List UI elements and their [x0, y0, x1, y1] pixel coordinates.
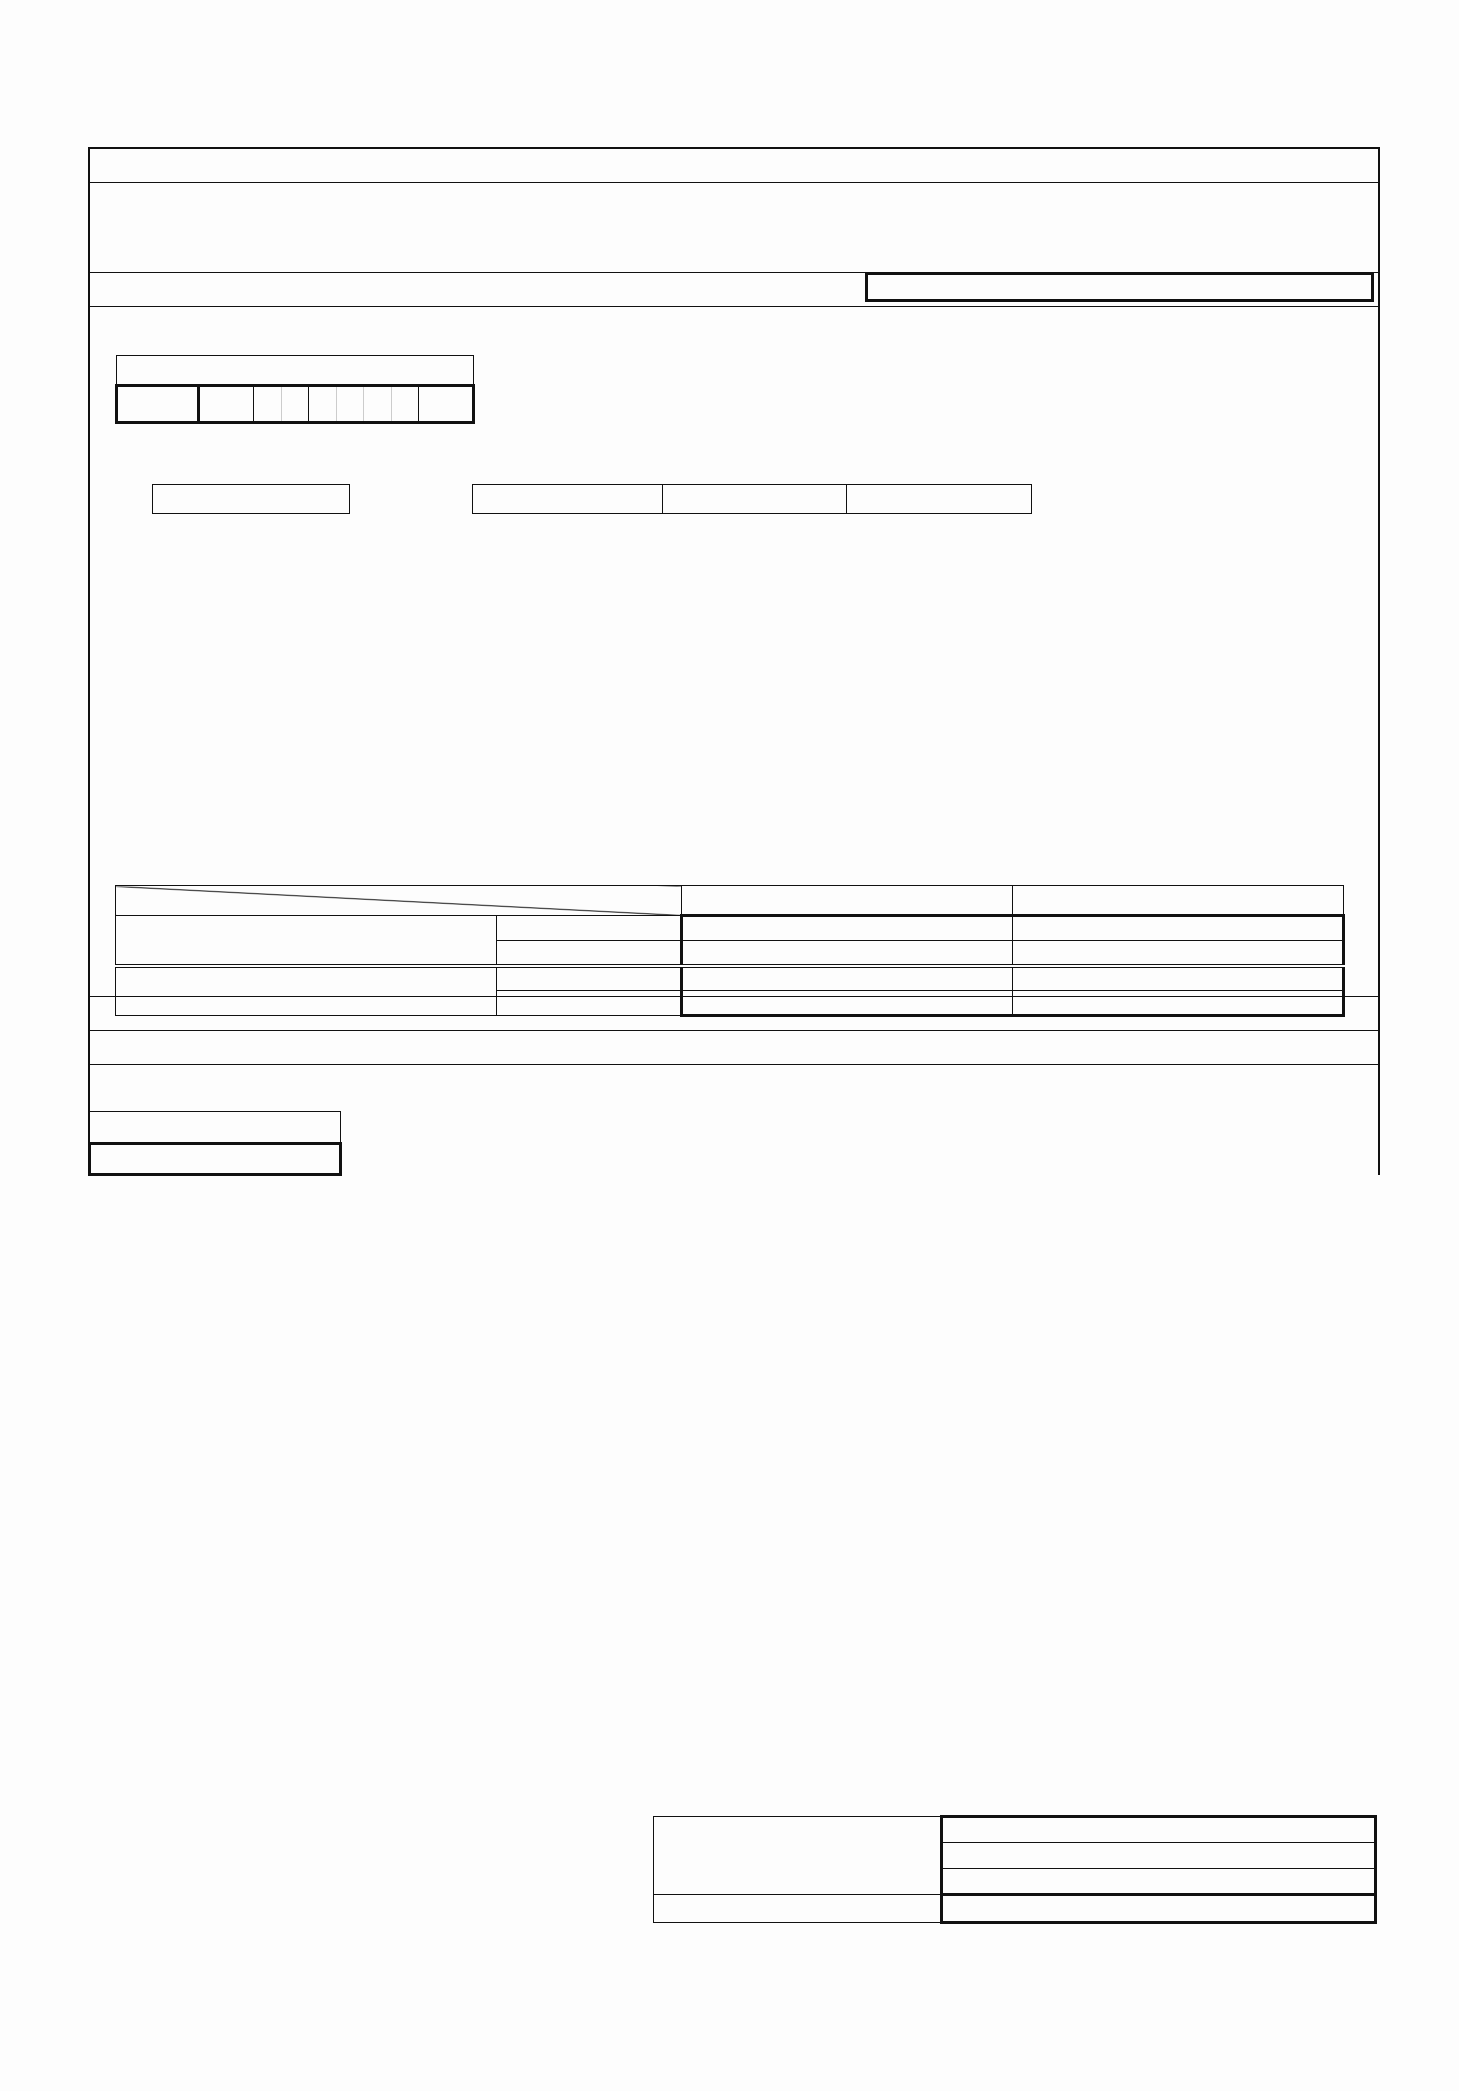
fee1-functional-total-input[interactable] — [682, 941, 1013, 966]
furigana-input[interactable] — [942, 1817, 1376, 1843]
phone-input[interactable] — [942, 1869, 1376, 1895]
service-type-header — [153, 485, 350, 514]
presence-header — [473, 485, 663, 514]
usage-table — [472, 484, 1032, 514]
functional-training-label — [116, 916, 497, 966]
other-contact-input[interactable] — [942, 1895, 1376, 1923]
contact-name-input[interactable] — [942, 1843, 1376, 1869]
q1-block — [90, 307, 1378, 412]
section7-header — [90, 997, 1378, 1031]
section6-intro — [90, 183, 1378, 273]
actual-users-label — [497, 916, 682, 941]
total-users-header — [847, 485, 1032, 514]
survey-form — [88, 147, 1380, 1175]
diagonal-header-cell — [116, 886, 682, 916]
q2-2-block — [90, 797, 1378, 997]
service-type-table — [152, 484, 350, 514]
designation-row — [90, 273, 1378, 307]
fee2-functional-actual-input[interactable] — [1013, 916, 1344, 941]
service-fee-2-header — [1013, 886, 1344, 916]
contact-main-label — [654, 1817, 942, 1895]
actual-users-header — [662, 485, 847, 514]
psychologist-count-input[interactable] — [90, 1144, 341, 1175]
psychologist-table — [88, 1111, 342, 1176]
office-number-header — [117, 356, 474, 386]
contact-table — [653, 1815, 1377, 1924]
fee1-functional-actual-input[interactable] — [682, 916, 1013, 941]
fee2-functional-total-input[interactable] — [1013, 941, 1344, 966]
section6-header — [90, 149, 1378, 183]
actual-users-label — [497, 966, 682, 991]
fee1-life-actual-input[interactable] — [682, 966, 1013, 991]
designation-options[interactable] — [865, 272, 1374, 302]
q7-2-block — [90, 1065, 1378, 1175]
psychologist-header — [90, 1112, 341, 1144]
q7-1-title-row — [90, 1031, 1378, 1065]
other-contact-label — [654, 1895, 942, 1923]
service-fee-1-header — [682, 886, 1013, 916]
total-users-label — [497, 941, 682, 966]
q2-1-block — [90, 412, 1378, 797]
fee2-life-actual-input[interactable] — [1013, 966, 1344, 991]
